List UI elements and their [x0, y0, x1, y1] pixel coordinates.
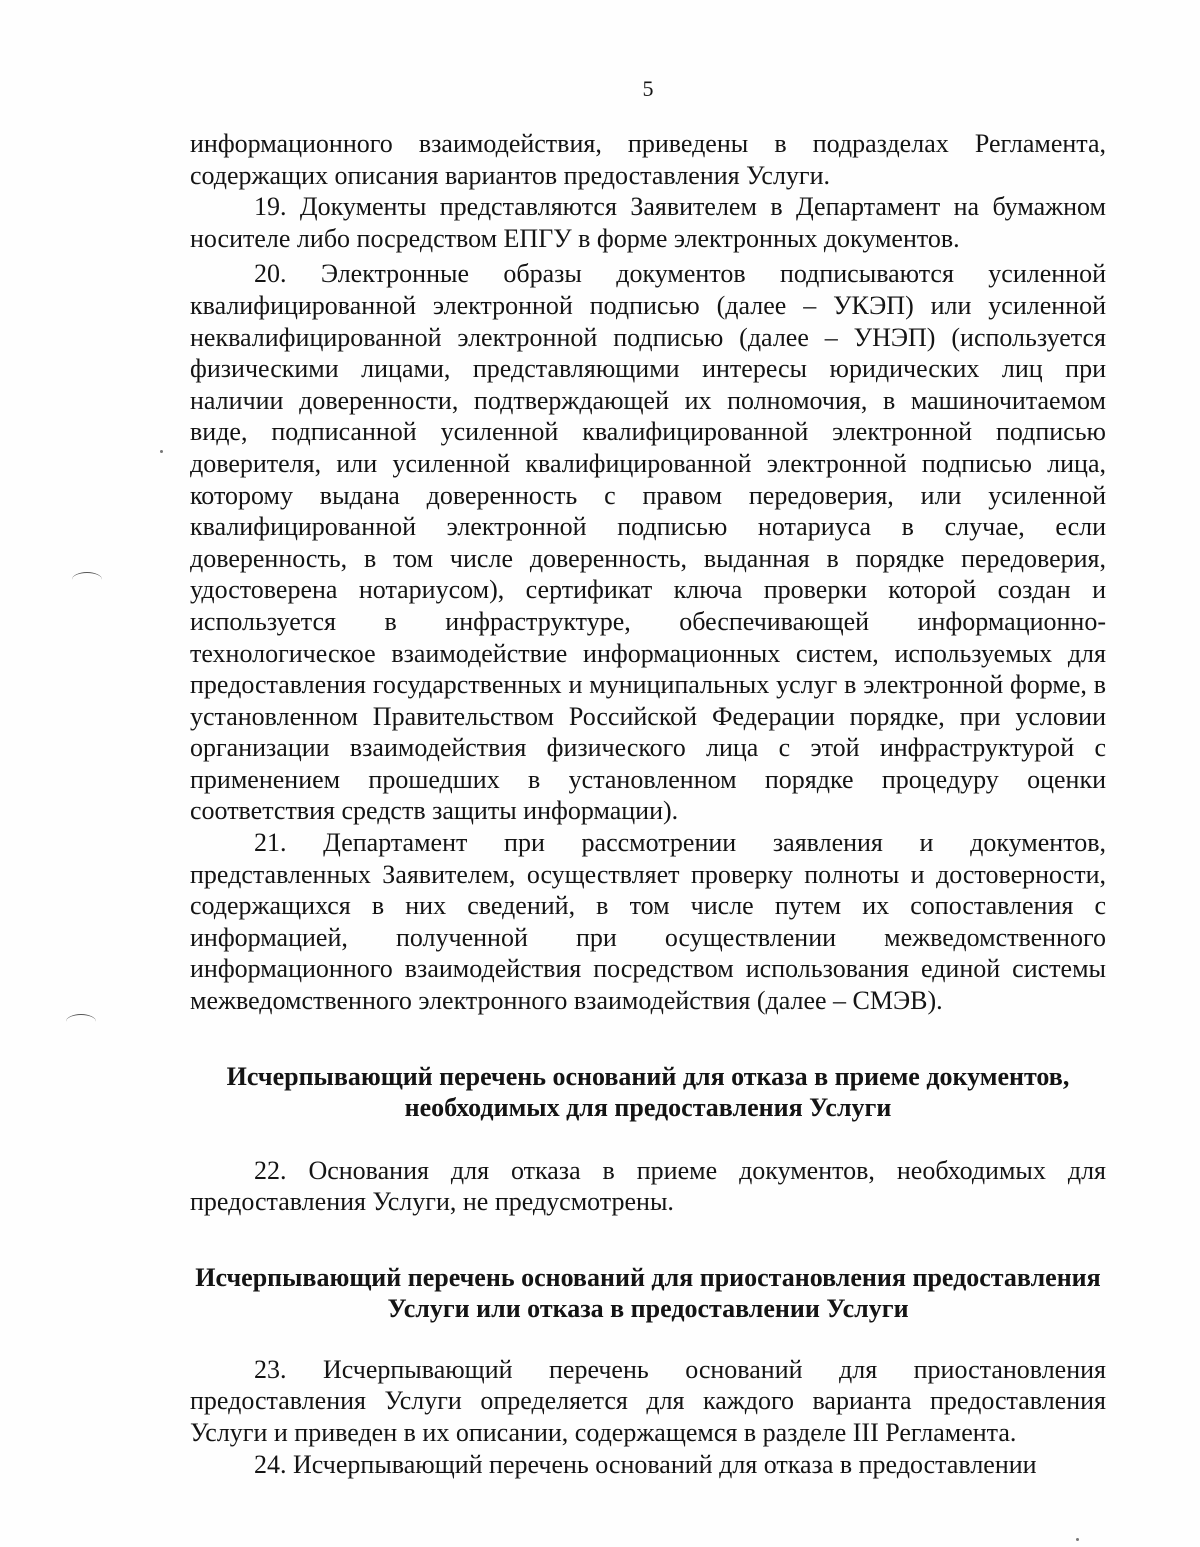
paragraph-21: [190, 827, 1106, 1017]
paragraph-text: Электронные образы документов подписываются усиленной квалифицированной электронной подписью (далее – УКЭП) или усиленной неквалифицированной электронной подписью (далее – УНЭП) (используется физическими лицами, представляющими интересы юридических лиц при наличии доверенности, подтверждающей их полномочия, в машиночитаемом виде, подписанной усиленной квалифицированной электронной подписью доверителя, или усиленной квалифицированной электронной подписью лица, которому выдана доверенность с правом передоверия, или усиленной квалифицированной электронной подписью нотариуса в случае, если доверенность, в том числе доверенность, выданная в порядке передоверия, удостоверена нотариусом), сертификат ключа проверки которой создан и используется в инфраструктуре, обеспечивающей информационно-технологическое взаимодействие информационных систем, используемых для предоставления государственных и муниципальных услуг в электронной форме, в установленном Правительством Российской Федерации порядке, при условии организации взаимодействия физического лица с этой инфраструктурой с применением прошедших в установленном порядке процедуру оценки соответствия средств защиты информации).: [190, 259, 1107, 826]
paragraph-number: 19.: [254, 192, 287, 222]
scan-artifact-mark: [72, 572, 102, 587]
paragraph-number: 21.: [254, 828, 287, 858]
paragraph-number: 20.: [254, 259, 287, 289]
paragraph-text: информационного взаимодействия, приведены в подразделах Регламента, содержащих описания вариантов предоставления Услуги.: [190, 129, 1106, 190]
paragraph-number: 22.: [254, 1155, 287, 1185]
section-heading-suspension-refusal: Исчерпывающий перечень оснований для приостановления предоставления Услуги или отказа в предоставлении Услуги: [195, 1262, 1101, 1323]
paragraph-23: [190, 1354, 1106, 1449]
scan-artifact-dot: [160, 450, 163, 453]
paragraph-text: Исчерпывающий перечень оснований для отказа в предоставлении: [293, 1449, 1037, 1479]
paragraph-continuation: [190, 128, 1106, 191]
paragraph-text: Документы представляются Заявителем в Департамент на бумажном носителе либо посредством ЕПГУ в форме электронных документов.: [190, 192, 1106, 253]
paragraph-19: [190, 191, 1106, 254]
paragraph-text: Исчерпывающий перечень оснований для приостановления предоставления Услуги определяется для каждого варианта предоставления Услуги и приведен в их описании, содержащемся в разделе III Регламента.: [190, 1354, 1107, 1447]
scan-artifact-mark: [66, 1014, 96, 1029]
paragraph-22: [190, 1155, 1106, 1218]
paragraph-text: Основания для отказа в приеме документов, необходимых для предоставления Услуги, не предусмотрены.: [190, 1155, 1107, 1217]
paragraph-number: 24.: [254, 1449, 287, 1479]
paragraph-text: Департамент при рассмотрении заявления и документов, представленных Заявителем, осуществляет проверку полноты и достоверности, содержащихся в них сведений, в том числе путем их сопоставления с информацией, полученной при осуществлении межведомственного информационного взаимодействия посредством использования единой системы межведомственного электронного взаимодействия (далее – СМЭВ).: [190, 828, 1106, 1016]
page-number: 5: [642, 76, 654, 101]
document-body: [190, 128, 1106, 1480]
paragraph-24: [190, 1449, 1106, 1481]
paragraph-number: 23.: [254, 1354, 287, 1384]
section-heading-refusal-acceptance: Исчерпывающий перечень оснований для отказа в приеме документов, необходимых для предоставления Услуги: [226, 1061, 1070, 1122]
paragraph-20: [190, 258, 1106, 827]
scan-artifact-dot: [1076, 1538, 1079, 1541]
